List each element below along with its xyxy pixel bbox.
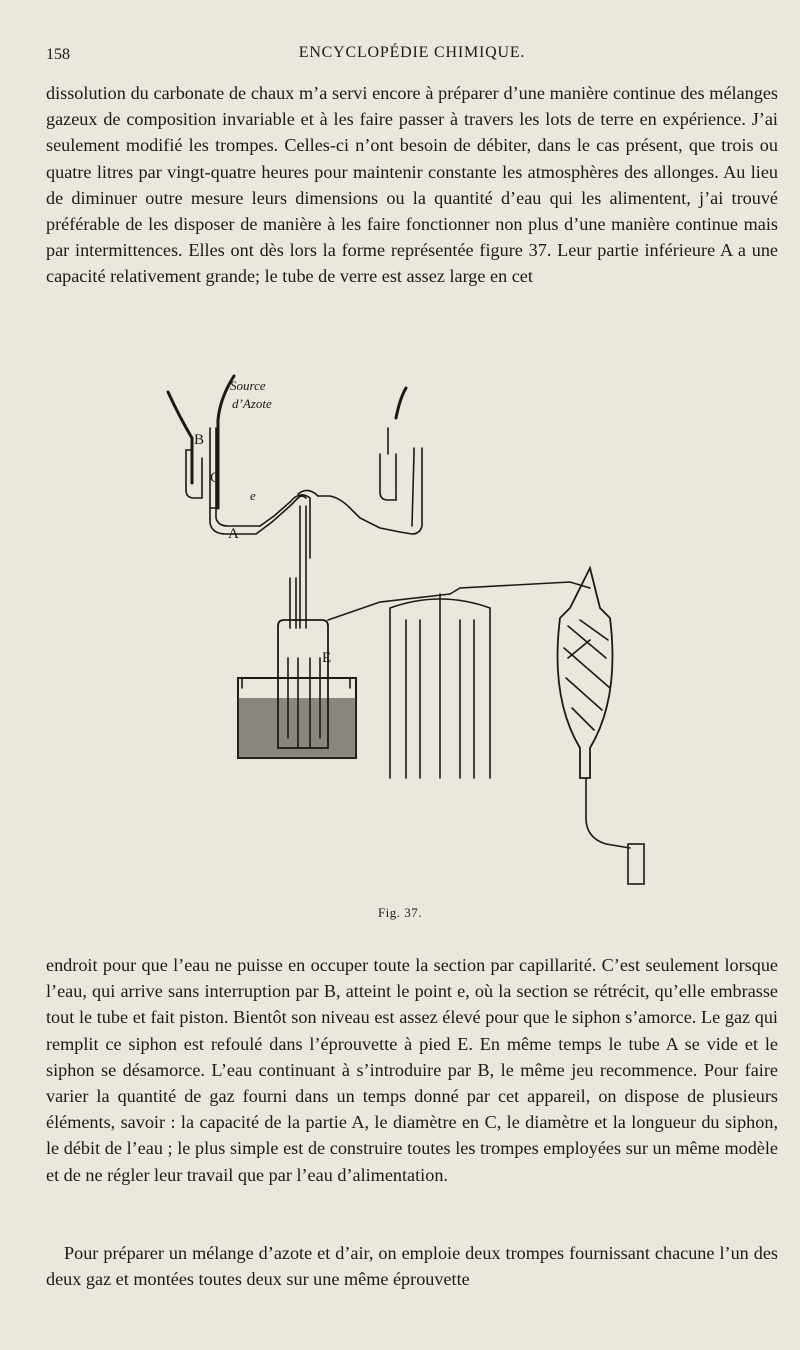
label-source: Source [230, 378, 266, 393]
label-azote: d’Azote [232, 396, 272, 411]
running-title: ENCYCLOPÉDIE CHIMIQUE. [298, 44, 526, 61]
figure-37 [150, 358, 650, 918]
label-C: C [210, 470, 221, 486]
paragraph-3: Pour préparer un mélange d’azote et d’air, on emploie deux trompes fournissant chacune l’un des deux gaz et montées toutes deux sur une même éprouvette [46, 1243, 778, 1290]
label-A: A [228, 526, 239, 542]
apparatus-drawing [150, 358, 650, 918]
page-header [46, 44, 778, 68]
paragraph-1: dissolution du carbonate de chaux m’a servi encore à préparer d’une manière continue des mélanges gazeux de composition invariable et à les faire passer à travers les lots de terre en expérience. J’ai seulement modifié les trompes. Celles-ci n’ont besoin de débiter, dans le cas présent, que trois ou quatre litres par vingt-quatre heures pour maintenir constante les atmosphères des allonges. Au lieu de diminuer outre mesure leurs dimensions ou la quantité d’eau qui les alimentent, j’ai trouvé préférable de les disposer de manière à les faire fonctionner non plus d’une manière continue mais par intermittences. Elles ont dès lors la forme représentée figure 37. Leur partie inférieure A a une capacité relativement grande; le tube de verre est assez large en cet [46, 83, 778, 287]
label-B: B [194, 432, 205, 448]
paragraph-2: endroit pour que l’eau ne puisse en occuper toute la section par capillarité. C’est seulement lorsque l’eau, qui arrive sans interruption par B, atteint le point e, où la section se rétrécit, qu’elle embrasse tout le tube et fait piston. Bientôt son niveau est assez élevé pour que le siphon s’amorce. Le gaz qui remplit ce siphon est refoulé dans l’éprouvette à pied E. En même temps le tube A se vide et le siphon se désamorce. L’eau continuant à s’introduire par B, le même jeu recommence. Pour faire varier la quantité de gaz fourni dans un temps donné par cet appareil, on dispose de plusieurs éléments, savoir : la capacité de la partie A, le diamètre en C, le diamètre et la longueur du siphon, le débit de l’eau ; le plus simple est de construire toutes les trompes employées sur un même modèle et de ne régler leur travail que par l’eau d’alimentation. [46, 955, 778, 1185]
label-e: e [250, 488, 256, 503]
figure-caption: Fig. 37. [377, 905, 423, 920]
label-E: E [322, 650, 332, 666]
page-number: 158 [46, 46, 70, 63]
